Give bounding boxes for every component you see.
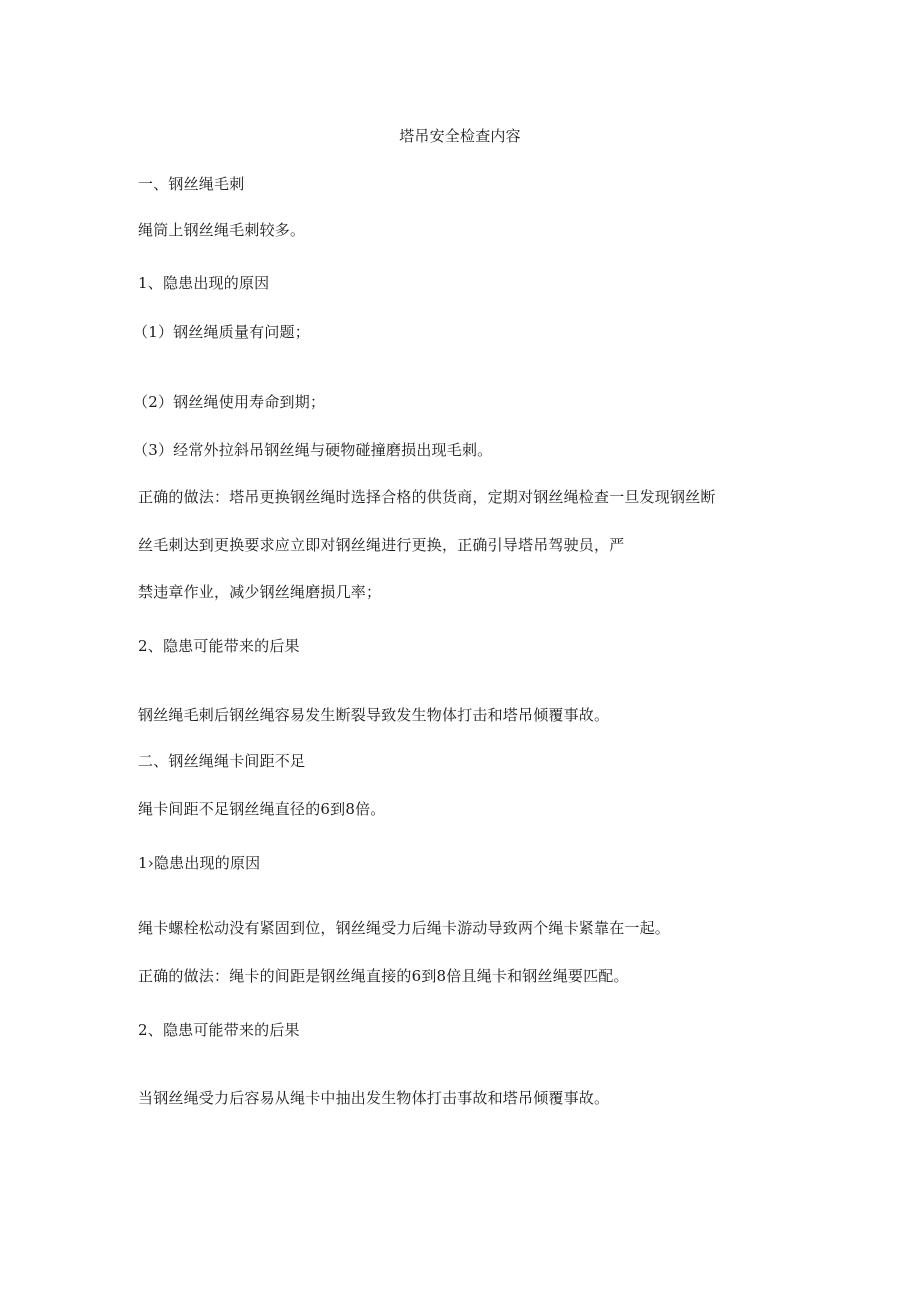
paragraph-line: 绳卡螺栓松动没有紧固到位，钢丝绳受力后绳卡游动导致两个绳卡紧靠在一起。 [138, 919, 671, 937]
subsection-heading: 1›隐患出现的原因 [138, 854, 261, 872]
paragraph-line: 当钢丝绳受力后容易从绳卡中抽出发生物体打击事故和塔吊倾覆事故。 [138, 1089, 610, 1107]
paragraph-line: 丝毛刺达到更换要求应立即对钢丝绳进行更换，正确引导塔吊驾驶员，严 [138, 536, 625, 554]
paragraph-line: 绳筒上钢丝绳毛刺较多。 [138, 221, 306, 239]
paragraph-line: 正确的做法：绳卡的间距是钢丝绳直接的6到8倍且绳卡和钢丝绳要匹配。 [138, 967, 629, 985]
section-heading-2: 二、钢丝绳绳卡间距不足 [138, 752, 306, 770]
section-heading-1: 一、钢丝绳毛刺 [138, 175, 245, 193]
subsection-heading: 1、隐患出现的原因 [138, 274, 270, 292]
paragraph-line: 正确的做法：塔吊更换钢丝绳时选择合格的供货商，定期对钢丝绳检查一旦发现钢丝断 [138, 488, 716, 506]
list-item: （2）钢丝绳使用寿命到期； [133, 393, 326, 411]
list-item: （1）钢丝绳质量有问题； [133, 323, 310, 341]
page-title: 塔吊安全检查内容 [399, 127, 521, 145]
paragraph-line: 绳卡间距不足钢丝绳直径的6到8倍。 [138, 800, 386, 818]
subsection-heading: 2、隐患可能带来的后果 [138, 637, 300, 655]
list-item: （3）经常外拉斜吊钢丝绳与硬物碰撞磨损出现毛刺。 [133, 441, 493, 459]
paragraph-line: 禁违章作业，减少钢丝绳磨损几率； [138, 583, 382, 601]
subsection-heading: 2、隐患可能带来的后果 [138, 1021, 300, 1039]
paragraph-line: 钢丝绳毛刺后钢丝绳容易发生断裂导致发生物体打击和塔吊倾覆事故。 [138, 706, 610, 724]
